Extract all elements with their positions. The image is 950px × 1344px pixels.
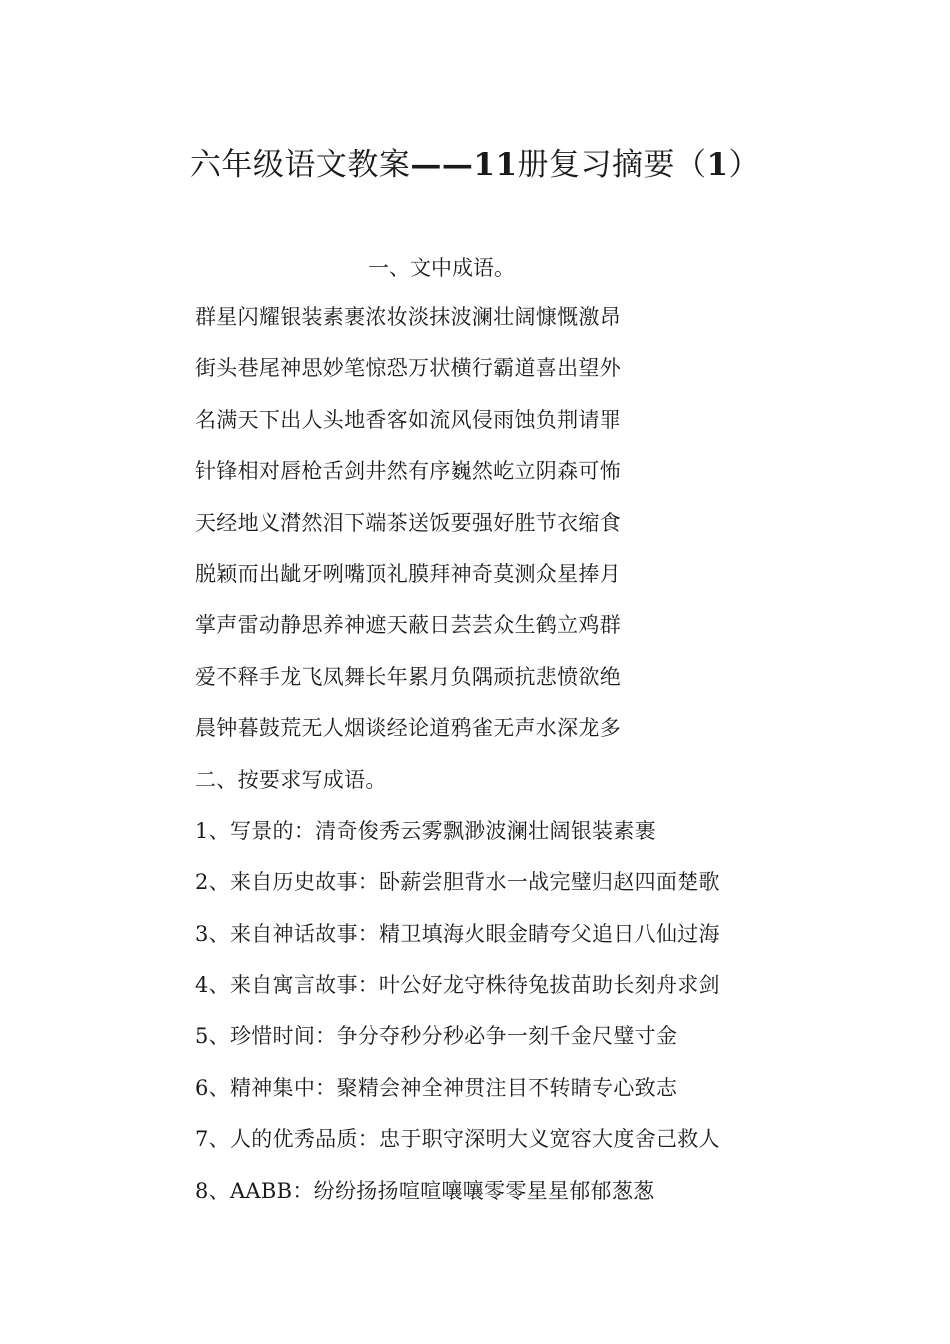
idiom-line: 针锋相对唇枪舌剑井然有序巍然屹立阴森可怖 xyxy=(195,459,621,484)
idiom-line: 街头巷尾神思妙笔惊恐万状横行霸道喜出望外 xyxy=(195,356,621,381)
section-one-heading: 一、文中成语。 xyxy=(368,256,515,280)
title-text-volume: ——11 xyxy=(410,146,518,183)
idiom-line: 脱颖而出龇牙咧嘴顶礼膜拜神奇莫测众星捧月 xyxy=(195,561,621,586)
title-text-close: ） xyxy=(728,146,761,183)
category-line: 5、珍惜时间：争分夺秒分秒必争一刻千金尺璧寸金 xyxy=(195,1024,678,1049)
category-line: 7、人的优秀品质：忠于职守深明大义宽容大度舍己救人 xyxy=(195,1127,720,1152)
document-body xyxy=(195,302,815,1227)
category-line: 8、AABB：纷纷扬扬喧喧嚷嚷零零星星郁郁葱葱 xyxy=(195,1178,655,1203)
idiom-line: 爱不释手龙飞凤舞长年累月负隅顽抗悲愤欲绝 xyxy=(195,664,621,689)
title-text-main: 六年级语文教案 xyxy=(189,146,411,183)
category-line: 2、来自历史故事：卧薪尝胆背水一战完璧归赵四面楚歌 xyxy=(195,870,720,895)
category-line: 3、来自神话故事：精卫填海火眼金睛夸父追日八仙过海 xyxy=(195,921,720,946)
idiom-line: 群星闪耀银装素裹浓妆淡抹波澜壮阔慷慨激昂 xyxy=(195,305,621,329)
idiom-line: 晨钟暮鼓荒无人烟谈经论道鸦雀无声水深龙多 xyxy=(195,716,621,741)
page-title xyxy=(0,143,950,187)
title-text-summary: 册复习摘要（ xyxy=(517,146,707,183)
category-line: 4、来自寓言故事：叶公好龙守株待兔拔苗助长刻舟求剑 xyxy=(195,973,720,998)
idiom-line: 天经地义潸然泪下端茶送饭要强好胜节衣缩食 xyxy=(195,510,621,535)
idiom-line: 掌声雷动静思养神遮天蔽日芸芸众生鹤立鸡群 xyxy=(195,613,621,638)
category-line: 6、精神集中：聚精会神全神贯注目不转睛专心致志 xyxy=(195,1075,678,1100)
title-text-number: 1 xyxy=(706,146,729,183)
category-line: 1、写景的：清奇俊秀云雾飘渺波澜壮阔银装素裹 xyxy=(195,818,656,843)
idiom-line: 名满天下出人头地香客如流风侵雨蚀负荆请罪 xyxy=(195,407,621,432)
section-two-heading: 二、按要求写成语。 xyxy=(195,767,387,792)
